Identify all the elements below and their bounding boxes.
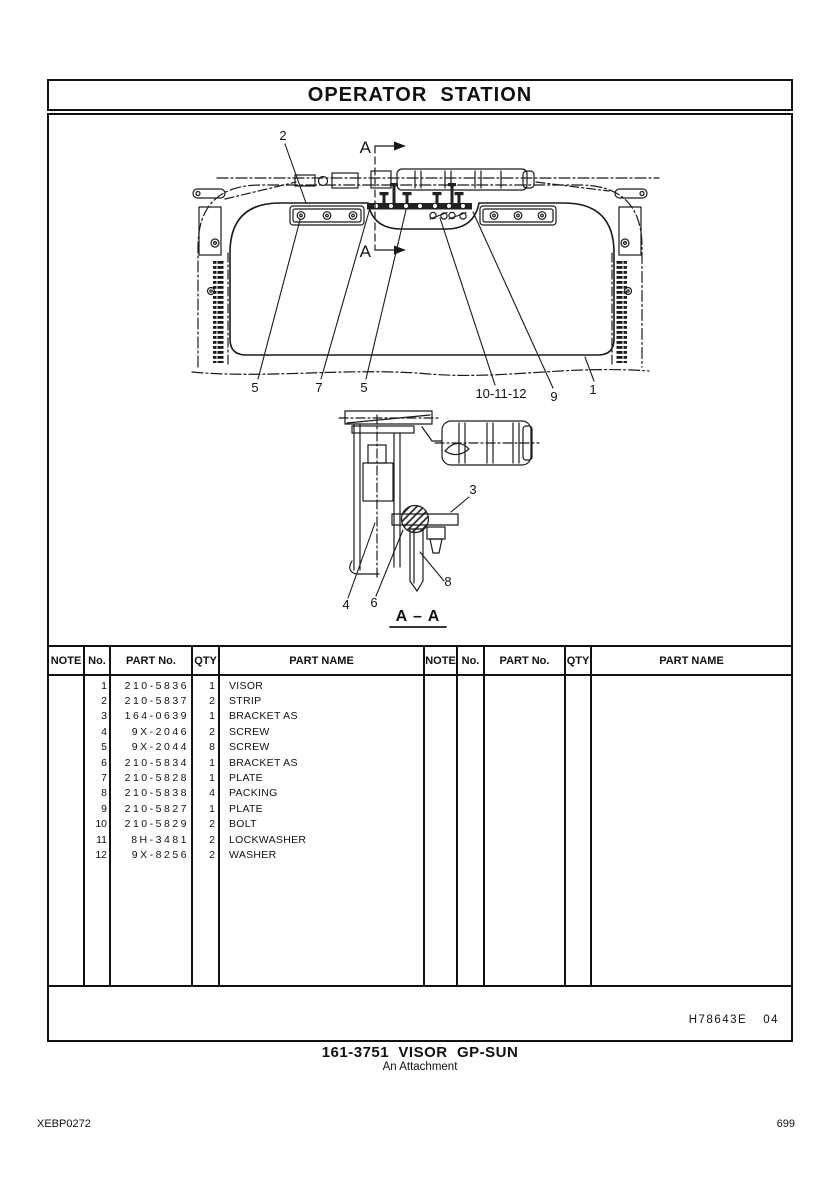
group-title: 161-3751 VISOR GP-SUN xyxy=(321,1044,519,1061)
header-partname-left: PART NAME xyxy=(220,647,425,674)
table-row xyxy=(49,801,425,816)
right-end-bracket xyxy=(619,207,641,255)
cell-no: 4 xyxy=(101,725,107,738)
cell-part: 210-5836 xyxy=(124,679,189,692)
cell-no: 8 xyxy=(101,787,107,800)
cell-qty: 1 xyxy=(209,756,215,769)
table-row xyxy=(49,740,425,755)
cell-part: 210-5837 xyxy=(124,695,189,708)
right-strip-screw-1-dot xyxy=(493,214,496,217)
roof-phantom-outline xyxy=(198,185,642,367)
cell-part: 210-5829 xyxy=(124,818,189,831)
left-strip-inner xyxy=(293,209,361,222)
header-partname-right: PART NAME xyxy=(659,654,724,667)
doc-code: XEBP0272 xyxy=(37,1118,91,1130)
right-strip-inner xyxy=(483,209,553,222)
table-row xyxy=(49,693,425,708)
cell-name: PACKING xyxy=(229,787,278,800)
table-row xyxy=(49,847,425,862)
column-qty-right xyxy=(566,676,592,985)
left-strip-screw-3-dot xyxy=(352,214,355,217)
header-partno-left: PART No. xyxy=(111,647,193,674)
cell-part: 8H-3481 xyxy=(131,833,189,846)
right-strip-screw-1 xyxy=(490,212,498,220)
callout-4: 4 xyxy=(342,597,350,612)
right-strip-screw-3 xyxy=(538,212,546,220)
cell-name: PLATE xyxy=(229,802,263,815)
header-no-left: No. xyxy=(85,647,111,674)
right-rail-cap xyxy=(640,192,644,196)
callout-5-mid: 5 xyxy=(360,380,368,395)
cell-no: 3 xyxy=(101,710,107,723)
cell-name: BRACKET AS xyxy=(229,710,298,723)
cell-part: 210-5838 xyxy=(124,787,189,800)
section-marker-a-bottom: A xyxy=(359,242,371,261)
cell-name: WASHER xyxy=(229,848,277,861)
header-note-right: NOTE xyxy=(425,647,458,674)
right-bracket-bolt-center xyxy=(624,242,627,245)
section-arrow-top-head xyxy=(394,142,406,151)
left-end-rail xyxy=(193,189,225,198)
cell-qty: 1 xyxy=(209,772,215,785)
wing-bolt-cluster xyxy=(430,212,466,219)
column-note-right xyxy=(425,676,458,985)
figure-frame xyxy=(47,113,793,1042)
callout-10-11-12: 10-11-12 xyxy=(475,386,527,401)
column-no-right xyxy=(458,676,485,985)
cell-no: 10 xyxy=(95,818,107,831)
right-strip-screw-3-dot xyxy=(541,214,544,217)
section-detail-view xyxy=(339,411,539,627)
cell-name: STRIP xyxy=(229,695,262,708)
cell-name: BRACKET AS xyxy=(229,756,298,769)
cell-no: 11 xyxy=(96,833,107,846)
parts-table-header xyxy=(49,645,791,676)
figure-code-text: H78643E xyxy=(688,1014,748,1026)
right-pillar-hatch xyxy=(616,261,627,363)
visor-outline xyxy=(230,203,614,355)
callout-2: 2 xyxy=(279,128,287,143)
cell-name: LOCKWASHER xyxy=(229,833,307,846)
right-bracket-bolt xyxy=(621,239,629,247)
cell-qty: 2 xyxy=(209,848,215,861)
header-qty-left: QTY xyxy=(193,647,220,674)
left-strip-screw-1 xyxy=(297,212,305,220)
cell-name: BOLT xyxy=(229,818,257,831)
cell-no: 2 xyxy=(101,695,107,708)
cell-qty: 2 xyxy=(209,725,215,738)
table-row xyxy=(49,709,425,724)
callout-8: 8 xyxy=(444,574,452,589)
cell-qty: 2 xyxy=(209,833,215,846)
left-strip-screw-2 xyxy=(323,212,331,220)
cell-part: 210-5827 xyxy=(124,802,189,815)
cell-no: 9 xyxy=(101,802,107,815)
cell-no: 6 xyxy=(101,756,107,769)
cell-qty: 2 xyxy=(209,695,215,708)
leader-lines-main xyxy=(258,144,594,388)
cell-no: 1 xyxy=(101,679,107,692)
cell-no: 7 xyxy=(101,772,107,785)
callout-9: 9 xyxy=(550,389,558,404)
cell-part: 9X-2046 xyxy=(131,725,189,738)
cell-qty: 4 xyxy=(209,787,215,800)
section-view-title: A – A xyxy=(395,608,441,625)
header-no-right: No. xyxy=(458,647,485,674)
cell-part: 9X-2044 xyxy=(131,741,189,754)
table-row xyxy=(49,786,425,801)
left-strip-screw-2-dot xyxy=(326,214,329,217)
cell-name: SCREW xyxy=(229,741,270,754)
right-strip-screw-2 xyxy=(514,212,522,220)
table-row xyxy=(49,755,425,770)
cell-name: SCREW xyxy=(229,725,270,738)
header-qty-right: QTY xyxy=(566,647,592,674)
left-bracket-bolt xyxy=(211,239,219,247)
group-subtitle: An Attachment xyxy=(382,1061,458,1073)
cell-no: 5 xyxy=(101,741,107,754)
right-strip-screw-2-dot xyxy=(517,214,520,217)
rolled-visor-cylinder xyxy=(397,169,527,190)
figure-code xyxy=(689,1014,779,1026)
callout-3: 3 xyxy=(469,482,477,497)
callout-5-left: 5 xyxy=(251,380,259,395)
table-row xyxy=(49,678,425,693)
callout-1: 1 xyxy=(589,382,597,397)
parts-table-body xyxy=(49,676,791,987)
cell-part: 210-5828 xyxy=(124,772,189,785)
cell-part: 210-5834 xyxy=(124,756,189,769)
table-row xyxy=(49,724,425,739)
cell-qty: 1 xyxy=(209,679,215,692)
figure-revision: 04 xyxy=(763,1014,779,1026)
left-rail-cap xyxy=(196,192,200,196)
cell-qty: 8 xyxy=(209,741,215,754)
cell-no: 12 xyxy=(95,848,107,861)
left-bracket-bolt-2-center xyxy=(210,290,212,292)
left-strip-screw-3 xyxy=(349,212,357,220)
page-title-box xyxy=(47,79,793,111)
table-row xyxy=(49,817,425,832)
left-bracket-bolt-center xyxy=(214,242,217,245)
cell-name: PLATE xyxy=(229,772,263,785)
cell-part: 164-0639 xyxy=(124,710,189,723)
callout-7: 7 xyxy=(315,380,323,395)
cell-part: 9X-8256 xyxy=(131,848,189,861)
header-partno-right: PART No. xyxy=(485,647,566,674)
section-blade xyxy=(410,529,423,591)
table-row xyxy=(49,832,425,847)
column-partno-right xyxy=(485,676,566,985)
right-end-rail xyxy=(615,189,647,198)
callout-6: 6 xyxy=(370,595,378,610)
left-strip-screw-1-dot xyxy=(300,214,303,217)
cell-qty: 1 xyxy=(209,710,215,723)
column-partname-right xyxy=(592,676,791,985)
cell-name: VISOR xyxy=(229,679,264,692)
section-marker-a-top: A xyxy=(359,138,371,157)
table-row xyxy=(49,770,425,785)
cell-qty: 2 xyxy=(209,818,215,831)
assembly-diagram xyxy=(49,115,791,645)
page-number: 699 xyxy=(776,1118,795,1130)
header-note-left: NOTE xyxy=(49,647,85,674)
parts-rows xyxy=(49,678,425,863)
right-bracket-bolt-2-center xyxy=(627,290,629,292)
left-end-bracket xyxy=(199,207,221,255)
left-pillar-hatch xyxy=(213,261,224,363)
page-title: OPERATOR STATION xyxy=(307,83,533,106)
cell-qty: 1 xyxy=(209,802,215,815)
left-phantom-diagonal xyxy=(225,182,296,199)
hinge-box-2 xyxy=(332,173,358,188)
